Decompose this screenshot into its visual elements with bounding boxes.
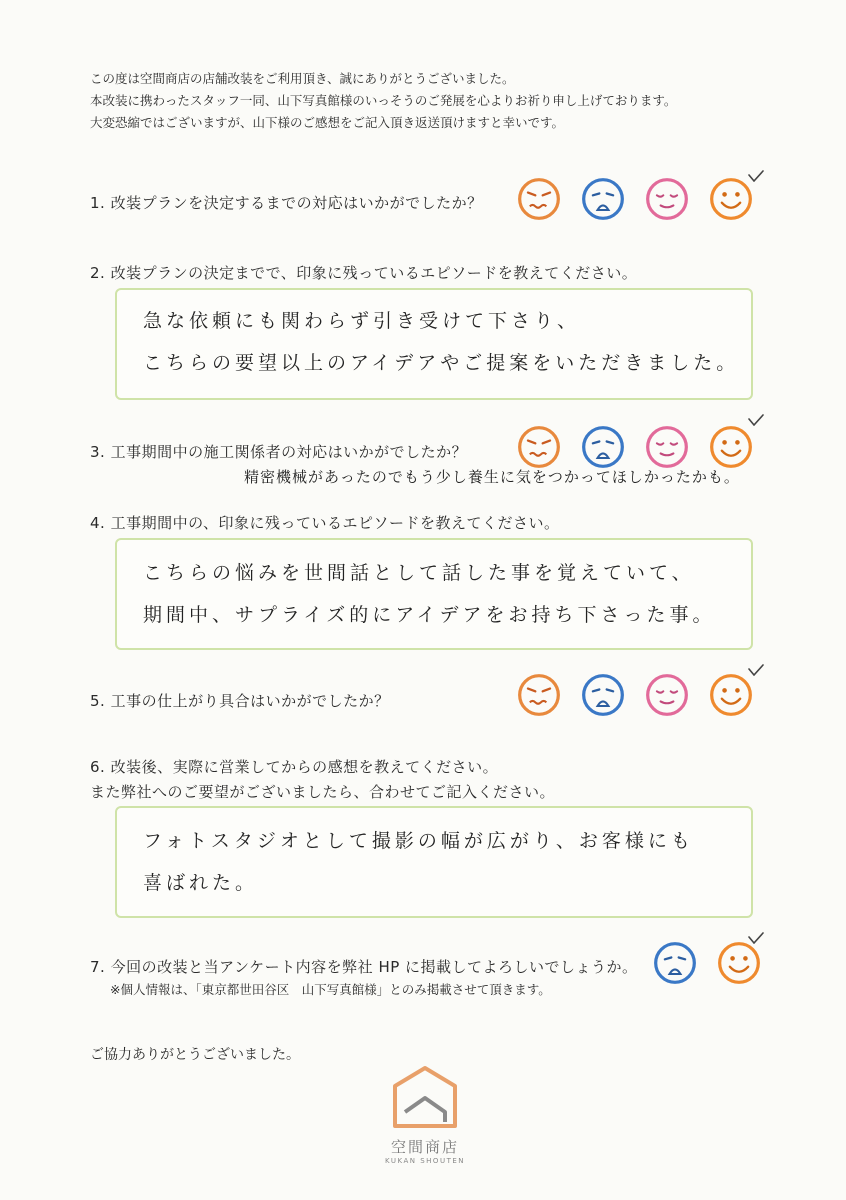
sad-face-icon[interactable] bbox=[580, 424, 626, 470]
question-3: 3. 工事期間中の施工関係者の対応はいかがでしたか？ bbox=[90, 443, 468, 461]
sad-face-icon[interactable] bbox=[580, 672, 626, 718]
question-1: 1. 改装プランを決定するまでの対応はいかがでしたか？ bbox=[90, 194, 483, 212]
angry-face-icon[interactable] bbox=[516, 672, 562, 718]
check-mark-icon bbox=[748, 664, 764, 676]
answer-6-line-2: 喜ばれた。 bbox=[143, 872, 259, 894]
house-logo-icon bbox=[383, 1062, 467, 1134]
intro-line-1: この度は空間商店の店舗改装をご利用頂き、誠にありがとうございました。 bbox=[90, 71, 515, 86]
angry-face-icon[interactable] bbox=[516, 424, 562, 470]
logo-subtitle: KUKAN SHOUTEN bbox=[384, 1157, 466, 1165]
question-6-line-2: また弊社へのご要望がございましたら、合わせてご記入ください。 bbox=[90, 783, 556, 801]
sad-face-icon[interactable] bbox=[652, 940, 698, 986]
answer-2-line-2: こちらの要望以上のアイデアやご提案をいただきました。 bbox=[143, 352, 740, 374]
content-face-icon[interactable] bbox=[644, 424, 690, 470]
check-mark-icon bbox=[748, 414, 764, 426]
content-face-icon[interactable] bbox=[644, 176, 690, 222]
rating-faces-q7 bbox=[652, 940, 762, 986]
question-5: 5. 工事の仕上がり具合はいかがでしたか？ bbox=[90, 692, 390, 710]
answer-box-2[interactable] bbox=[115, 288, 753, 400]
question-7-note: ※個人情報は、「東京都世田谷区 山下写真館様」とのみ掲載させて頂きます。 bbox=[110, 982, 551, 997]
question-6 bbox=[90, 756, 555, 802]
rating-faces-q1 bbox=[516, 176, 754, 222]
check-mark-icon bbox=[748, 170, 764, 182]
question-4: 4. 工事期間中の、印象に残っているエピソードを教えてください。 bbox=[90, 514, 560, 532]
happy-face-icon[interactable] bbox=[708, 176, 754, 222]
logo-name: 空間商店 bbox=[390, 1138, 459, 1156]
intro-line-2: 本改装に携わったスタッフ一同、山下写真館様のいっそうのご発展を心よりお祈り申し上げております。 bbox=[90, 93, 677, 108]
happy-face-icon[interactable] bbox=[708, 424, 754, 470]
question-6-line-1: 6. 改装後、実際に営業してからの感想を教えてください。 bbox=[90, 758, 499, 776]
intro-text bbox=[90, 68, 676, 134]
sad-face-icon[interactable] bbox=[580, 176, 626, 222]
answer-4-line-1: こちらの悩みを世間話として話した事を覚えていて、 bbox=[143, 562, 695, 584]
rating-faces-q3 bbox=[516, 424, 754, 470]
answer-2-line-1: 急な依頼にも関わらず引き受けて下さり、 bbox=[143, 310, 581, 332]
question-2: 2. 改装プランの決定までで、印象に残っているエピソードを教えてください。 bbox=[90, 264, 638, 282]
question-7: 7. 今回の改装と当アンケート内容を弊社 HP に掲載してよろしいでしょうか。 bbox=[90, 958, 638, 976]
answer-3-comment: 精密機械があったのでもう少し養生に気をつかってほしかったかも。 bbox=[244, 468, 740, 486]
company-logo bbox=[383, 1062, 467, 1165]
happy-face-icon[interactable] bbox=[708, 672, 754, 718]
answer-4-line-2: 期間中、サプライズ的にアイデアをお持ち下さった事。 bbox=[143, 604, 716, 626]
answer-6-line-1: フォトスタジオとして撮影の幅が広がり、お客様にも bbox=[143, 830, 694, 852]
rating-faces-q5 bbox=[516, 672, 754, 718]
closing-text: ご協力ありがとうございました。 bbox=[90, 1047, 300, 1063]
intro-line-3: 大変恐縮ではございますが、山下様のご感想をご記入頂き返送頂けますと幸いです。 bbox=[90, 115, 565, 130]
answer-box-4[interactable] bbox=[115, 538, 753, 650]
content-face-icon[interactable] bbox=[644, 672, 690, 718]
angry-face-icon[interactable] bbox=[516, 176, 562, 222]
happy-face-icon[interactable] bbox=[716, 940, 762, 986]
answer-box-6[interactable] bbox=[115, 806, 753, 918]
check-mark-icon bbox=[748, 932, 764, 944]
